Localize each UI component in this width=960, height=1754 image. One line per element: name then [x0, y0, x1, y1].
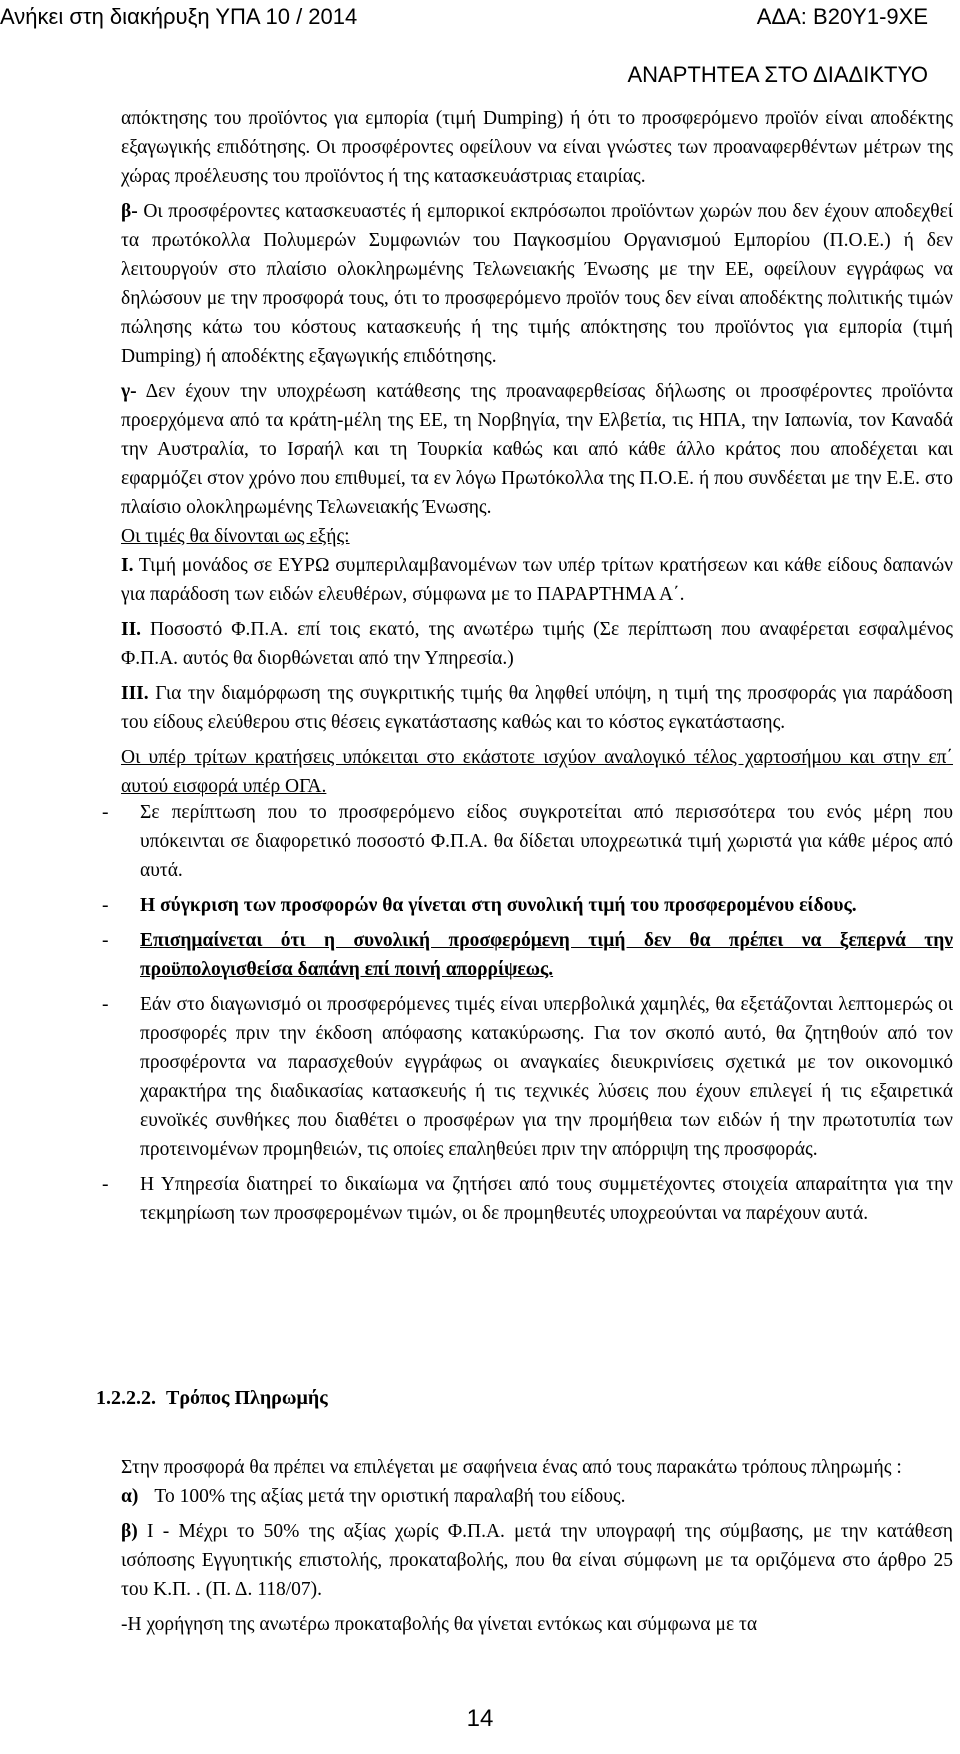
price-item-3-text: Για την διαμόρφωση της συγκριτικής τιμής θα ληφθεί υπόψη, η τιμή της προσφοράς για παράδοση του είδους ελεύθερου στις θέσεις εγκατάστασης καθώς και το κόστος εγκατάστασης.: [121, 683, 953, 733]
header-left: Ανήκει στη διακήρυξη ΥΠΑ 10 / 2014: [0, 4, 358, 29]
price-item-3: [121, 679, 953, 737]
prices-heading: Οι τιμές θα δίνονται ως εξής:: [121, 526, 350, 547]
beta-text: Οι προσφέροντες κατασκευαστές ή εμπορικοί εκπρόσωποι προϊόντων χωρών που δεν έχουν αποδεχθεί τα πρωτόκολλα Πολυμερών Συμφωνιών του Παγκοσμίου Οργανισμού Εμπορίου (Π.Ο.Ε.) ή δεν λειτουργούν στο πλαίσιο ολοκληρωμένης Τελωνειακής Ένωσης με την ΕΕ, οφείλουν εγγράφως να δηλώσουν με την προσφορά τους, ότι το προσφερόμενο προϊόν τους δεν είναι αποδέκτης πολιτικής τιμών πώλησης κάτω του κόστους κατασκευής ή της τιμής απόκτησης του προϊόντος για εμπορία (τιμή Dumping) ή αποδέκτης εξαγωγικής επιδότησης.: [121, 201, 953, 367]
list-item: - Σε περίπτωση που το προσφερόμενο είδος συγκροτείται από περισσότερα του ενός μέρη που υπόκεινται σε διαφορετικό ποσοστό Φ.Π.Α. θα δίδεται υποχρεωτικά τιμή χωριστά για κάθε μέρος από αυτά.: [102, 802, 953, 881]
payment-option-a-marker: α): [121, 1486, 139, 1507]
payment-option-a: [121, 1482, 953, 1511]
price-item-2: [121, 615, 953, 673]
payment-option-b-text: Ι - Μέχρι το 50% της αξίας χωρίς Φ.Π.Α. μετά την υπογραφή της σύμβασης, με την κατάθεση ισόποσης Εγγυητικής επιστολής, προκαταβολής, που θα είναι σύμφωνη με τα οριζόμενα στο άρθρο 25 του Κ.Π. . (Π. Δ. 118/07).: [121, 1521, 953, 1600]
list-item: - Η σύγκριση των προσφορών θα γίνεται στη συνολική τιμή του προσφερομένου είδους.: [102, 895, 857, 916]
price-item-3-marker: ΙΙΙ.: [121, 683, 149, 704]
paragraph-dumping: απόκτησης του προϊόντος για εμπορία (τιμή Dumping) ή ότι το προσφερόμενο προϊόν είναι αποδέκτης εξαγωγικής επιδότησης. Οι προσφέροντες οφείλουν να είναι γνώστες των προαναφερθέντων μέτρων της χώρας προέλευσης του προϊόντος ή της κατασκευάστριας εταιρίας.: [121, 108, 953, 187]
payment-option-b-marker: β): [121, 1521, 138, 1542]
list-item: - Επισημαίνεται ότι η συνολική προσφερόμενη τιμή δεν θα πρέπει να ξεπερνά την προϋπολογισθείσα δαπάνη επί ποινή απορρίψεως.: [102, 930, 953, 980]
price-item-2-text: Ποσοστό Φ.Π.Α. επί τοις εκατό, της ανωτέρω τιμής (Σε περίπτωση που αναφέρεται εσφαλμένος Φ.Π.Α. αυτός θα διορθώνεται από την Υπηρεσία.): [121, 619, 953, 669]
section-heading: [96, 1383, 328, 1413]
payment-advance-note: -Η χορήγηση της ανωτέρω προκαταβολής θα γίνεται εντόκως και σύμφωνα με τα: [121, 1614, 758, 1635]
gamma-marker: γ-: [121, 381, 137, 402]
paragraph-gamma: [121, 377, 953, 522]
price-item-1-text: Τιμή μονάδος σε ΕΥΡΩ συμπεριλαμβανομένων των υπέρ τρίτων κρατήσεων και κάθε είδους δαπανών για παράδοση των ειδών ελευθέρων, σύμφωνα με το ΠΑΡΑΡΤΗΜΑ Α΄.: [121, 555, 953, 605]
gamma-text: Δεν έχουν την υποχρέωση κατάθεσης της προαναφερθείσας δήλωσης οι προσφέροντες προϊόντα προερχόμενα από τα κράτη-μέλη της ΕΕ, τη Νορβηγία, την Ελβετία, τις ΗΠΑ, την Ιαπωνία, τον Καναδά την Αυστραλία, το Ισραήλ και τη Τουρκία καθώς και από κάθε άλλο κράτος που αποδέχεται και εφαρμόζει στον χρόνο που επιθυμεί, τα εν λόγω Πρωτόκολλα της Π.Ο.Ε. ή που συνδέεται με την Ε.Ε. στο πλαίσιο ολοκληρωμένης Τελωνειακής Ένωσης.: [121, 381, 953, 518]
price-item-2-marker: ΙΙ.: [121, 619, 142, 640]
beta-marker: β-: [121, 201, 138, 222]
page-number: 14: [466, 1705, 494, 1732]
payment-option-a-text: Το 100% της αξίας μετά την οριστική παραλαβή του είδους.: [154, 1486, 626, 1507]
section-title: Τρόπος Πληρωμής: [166, 1387, 328, 1409]
header-ada-code: ΑΔΑ: Β20Υ1-9ΧΕ: [756, 4, 928, 29]
section-number: 1.2.2.2.: [96, 1387, 156, 1409]
header-posting-note: ΑΝΑΡΤΗΤΕΑ ΣΤΟ ΔΙΑΔΙΚΤΥΟ: [627, 62, 928, 87]
paragraph-beta: [121, 197, 953, 371]
list-item: - Η Υπηρεσία διατηρεί το δικαίωμα να ζητήσει από τους συμμετέχοντες στοιχεία απαραίτητα για την τεκμηρίωση των προσφερομένων τιμών, οι δε προμηθευτές υποχρεούνται να παρέχουν αυτά.: [102, 1174, 953, 1224]
list-item: - Εάν στο διαγωνισμό οι προσφερόμενες τιμές είναι υπερβολικά χαμηλές, θα εξετάζονται λεπτομερώς οι προσφορές πριν την έκδοση απόφασης κατακύρωσης. Για τον σκοπό αυτό, θα ζητηθούν από τον προσφέροντα να παρασχεθούν εγγράφως οι αναγκαίες διευκρινίσεις σχετικά με τον οικονομικό χαρακτήρα της διαδικασίας κατασκευής ή τις τεχνικές λύσεις που έχουν επιλεγεί ή τις εξαιρετικά ευνοϊκές συνθήκες που διαθέτει ο προσφέρων για την προμήθεια των ειδών ή την πρωτοτυπία των προτεινομένων προμηθειών, τις οποίες επαληθεύει πριν την απόρριψη της προσφοράς.: [102, 994, 953, 1160]
payment-option-b: [121, 1517, 953, 1604]
price-rules-list: [94, 798, 953, 1234]
payment-terms: [121, 1453, 953, 1639]
tax-note: Οι υπέρ τρίτων κρατήσεις υπόκειται στο εκάστοτε ισχύον αναλογικό τέλος χαρτοσήμου και στην επ΄ αυτού εισφορά υπέρ ΟΓΑ.: [121, 747, 953, 797]
price-item-1-marker: Ι.: [121, 555, 134, 576]
payment-intro: Στην προσφορά θα πρέπει να επιλέγεται με σαφήνεια ένας από τους παρακάτω τρόπους πληρωμής :: [121, 1457, 902, 1478]
price-item-1: [121, 551, 953, 609]
document-body: [121, 104, 953, 801]
